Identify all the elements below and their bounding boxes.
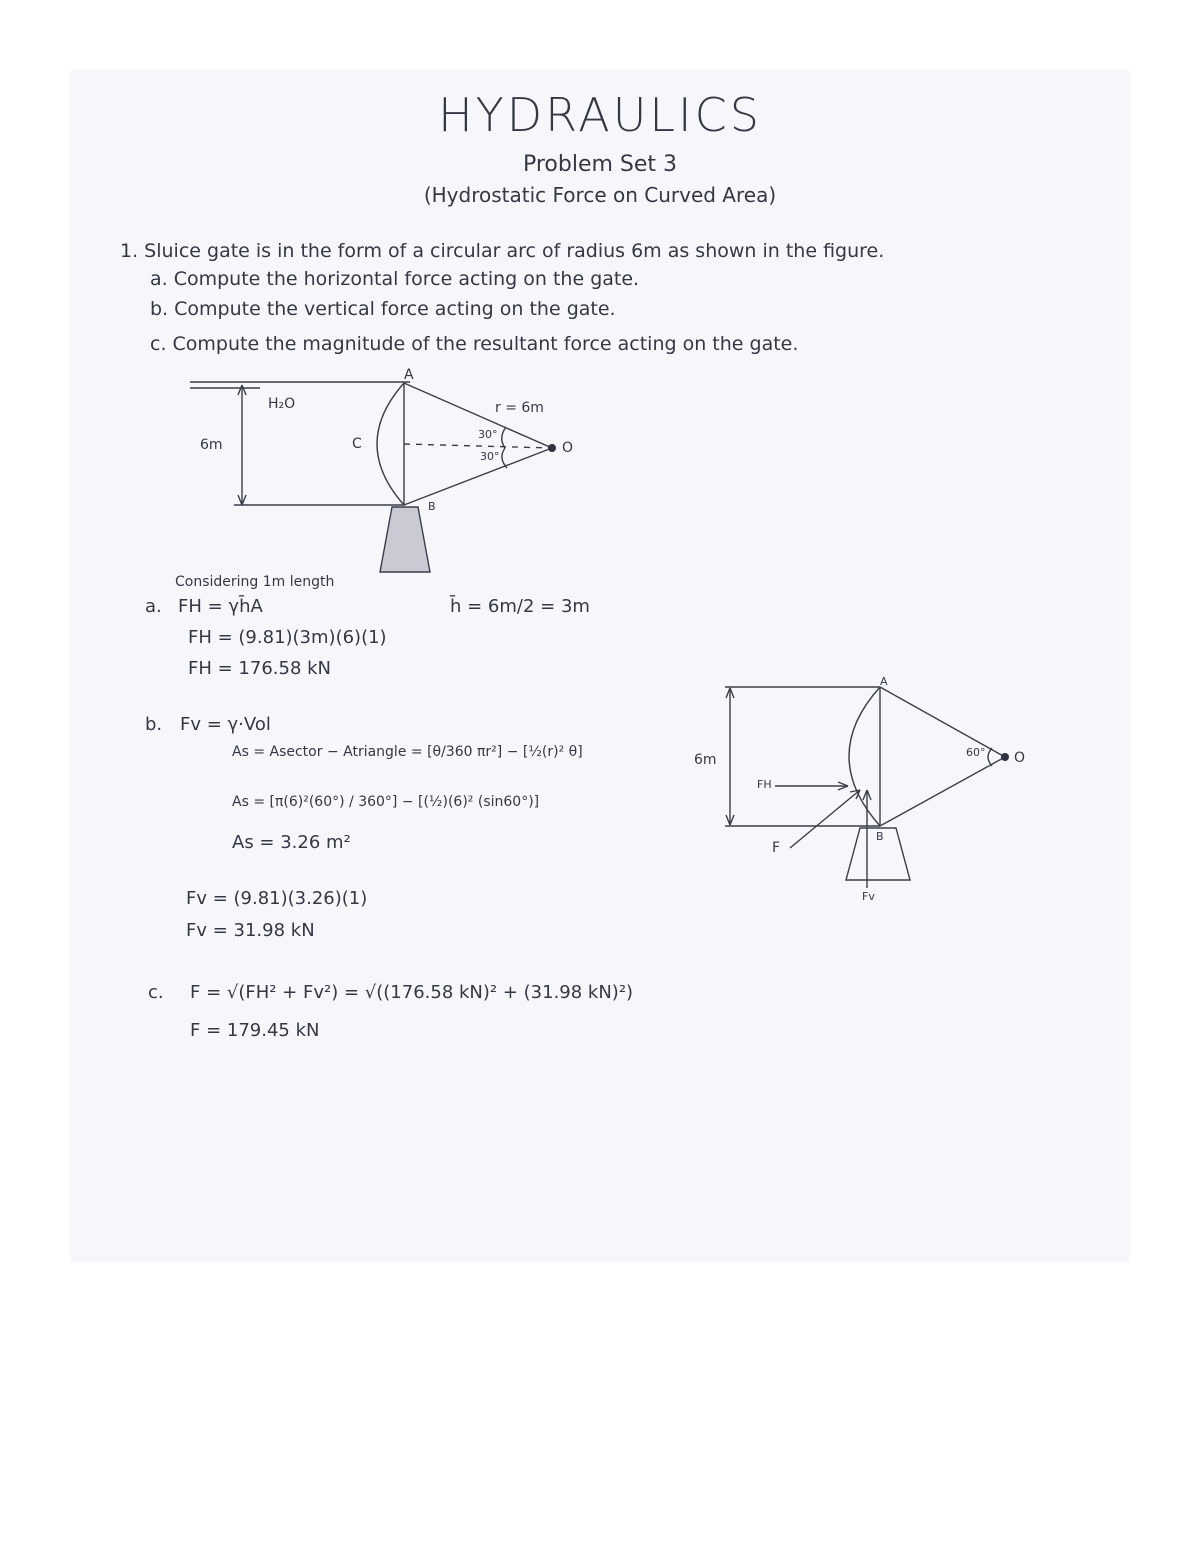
resultant-arrow (790, 790, 860, 848)
fig2-radius-top (880, 687, 1005, 757)
fluid-label: H₂O (268, 396, 296, 412)
hbar-equation: h̄ = 6m/2 = 3m (450, 596, 590, 617)
fig2-point-a-label: A (880, 675, 888, 688)
fig2-angle-label: 60° (966, 746, 986, 759)
fig2-gate-arc (849, 687, 880, 826)
radius-label: r = 6m (495, 400, 544, 416)
point-b-label: B (428, 500, 436, 513)
area-equation: As = Asector − Atriangle = [θ/360 πr²] − [½(r)² θ] (232, 744, 583, 760)
fv-formula: Fv = γ·Vol (180, 714, 271, 735)
fv-substitution: Fv = (9.81)(3.26)(1) (186, 888, 368, 909)
fh-formula: FH = γh̄A (178, 596, 263, 617)
problem-statement: 1. Sluice gate is in the form of a circular arc of radius 6m as shown in the figure. (120, 240, 885, 262)
fig2-fh-label: FH (757, 778, 772, 791)
area-substitution: As = [π(6)²(60°) / 360°] − [(½)(6)² (sin60°)] (232, 794, 540, 810)
fig2-f-label: F (772, 840, 781, 856)
fig2-fv-label: Fv (862, 890, 875, 903)
point-o-label: O (562, 440, 574, 456)
part-b-marker: b. (145, 714, 163, 735)
part-c-marker: c. (148, 982, 164, 1003)
angle-bottom-label: 30° (480, 450, 500, 463)
point-c-label: C (352, 436, 362, 452)
depth-label: 6m (200, 437, 223, 453)
fig2-angle-arc (988, 748, 992, 766)
fig2-point-b-label: B (876, 830, 884, 843)
fig2-point-o-label: O (1014, 750, 1026, 766)
problem-set-label: Problem Set 3 (522, 152, 678, 177)
resultant-formula: F = √(FH² + Fv²) = √((176.58 kN)² + (31.98 kN)²) (190, 982, 634, 1003)
area-result: As = 3.26 m² (232, 832, 351, 853)
problem-part-b: b. Compute the vertical force acting on the gate. (150, 298, 616, 320)
resultant-result: F = 179.45 kN (190, 1020, 320, 1041)
point-a-label: A (404, 367, 414, 383)
part-a-marker: a. (145, 596, 162, 617)
fig2-pivot-point (1001, 753, 1009, 761)
fh-result: FH = 176.58 kN (188, 658, 332, 679)
fig2-radius-bottom (880, 757, 1005, 826)
topic-label: (Hydrostatic Force on Curved Area) (423, 183, 777, 207)
problem-part-a: a. Compute the horizontal force acting on the gate. (150, 268, 640, 290)
angle-top-label: 30° (478, 428, 498, 441)
assumption-text: Considering 1m length (175, 574, 335, 590)
fig2-depth-label: 6m (694, 752, 717, 768)
page-title: HYDRAULICS (438, 88, 762, 142)
fv-result: Fv = 31.98 kN (186, 920, 315, 941)
problem-part-c: c. Compute the magnitude of the resultant force acting on the gate. (150, 333, 799, 355)
fh-substitution: FH = (9.81)(3m)(6)(1) (188, 627, 387, 648)
